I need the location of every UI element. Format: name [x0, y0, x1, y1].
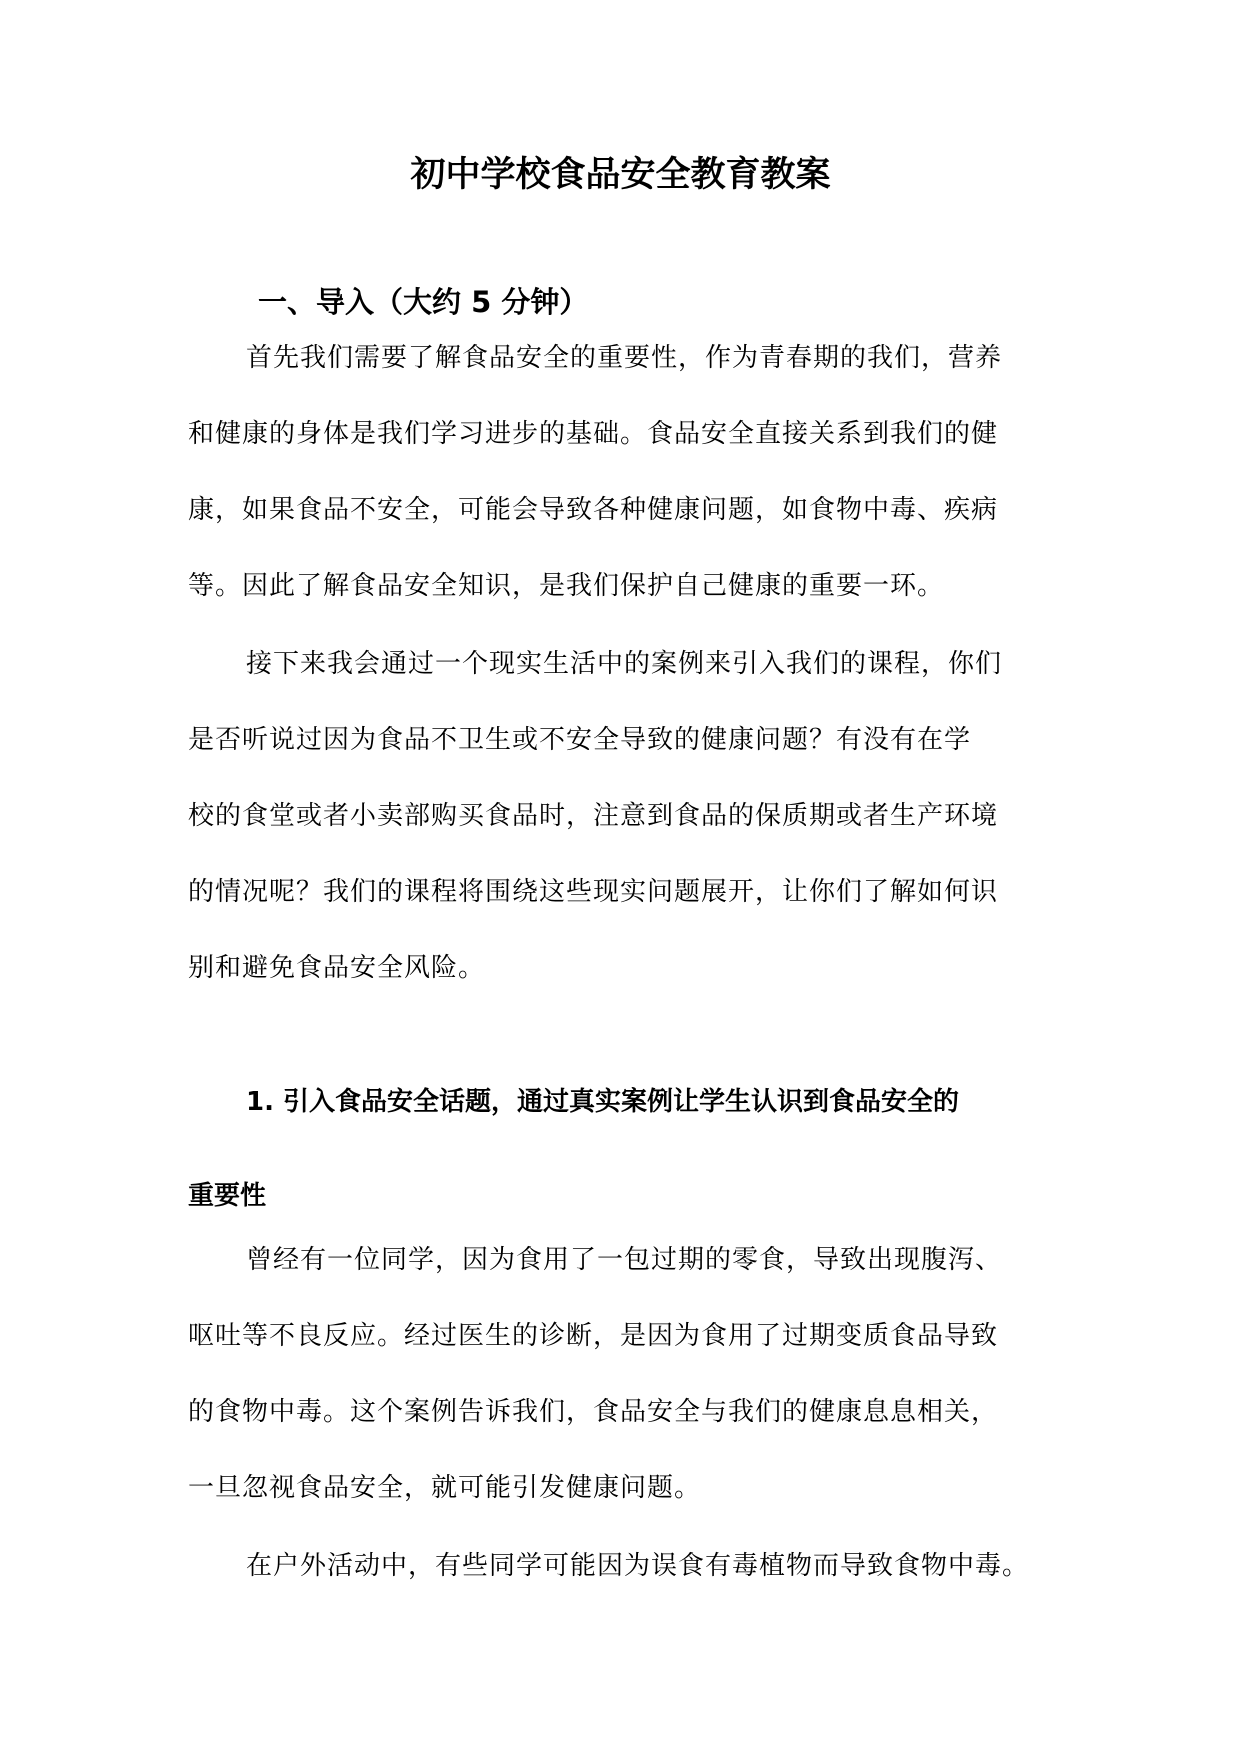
subsection-heading-1	[188, 1055, 1068, 1243]
section-heading-introduction: 一、导入（大约 5 分钟）	[258, 285, 589, 319]
paragraph-poisonous-plants	[188, 1528, 1056, 1604]
paragraph-line: 等。因此了解食品安全知识，是我们保护自己健康的重要一环。	[188, 571, 945, 601]
paragraph-line: 曾经有一位同学，因为食用了一包过期的零食，导致出现腹泻、	[246, 1245, 1003, 1275]
paragraph-line: 一旦忽视食品安全，就可能引发健康问题。	[188, 1473, 702, 1503]
paragraph-line: 是否听说过因为食品不卫生或不安全导致的健康问题？有没有在学	[188, 725, 972, 755]
paragraph-line: 的情况呢？我们的课程将围绕这些现实问题展开，让你们了解如何识	[188, 877, 999, 907]
paragraph-line: 别和避免食品安全风险。	[188, 953, 486, 983]
paragraph-line: 校的食堂或者小卖部购买食品时，注意到食品的保质期或者生产环境	[188, 801, 999, 831]
paragraph-line: 康，如果食品不安全，可能会导致各种健康问题，如食物中毒、疾病	[188, 495, 999, 525]
paragraph-line: 在户外活动中，有些同学可能因为误食有毒植物而导致食物中毒。	[246, 1551, 1030, 1581]
paragraph-line: 和健康的身体是我们学习进步的基础。食品安全直接关系到我们的健	[188, 419, 999, 449]
paragraph-line: 呕吐等不良反应。经过医生的诊断，是因为食用了过期变质食品导致	[188, 1321, 999, 1351]
paragraph-case-intro	[188, 626, 1056, 1006]
subsection-heading-line: 重要性	[188, 1181, 267, 1211]
paragraph-line: 接下来我会通过一个现实生活中的案例来引入我们的课程，你们	[246, 649, 1003, 679]
paragraph-line: 首先我们需要了解食品安全的重要性，作为青春期的我们，营养	[246, 343, 1003, 373]
paragraph-importance	[188, 320, 1056, 624]
subsection-heading-line: 1. 引入食品安全话题，通过真实案例让学生认识到食品安全的	[246, 1087, 960, 1117]
paragraph-expired-snack-case	[188, 1222, 1056, 1526]
paragraph-line: 的食物中毒。这个案例告诉我们，食品安全与我们的健康息息相关，	[188, 1397, 999, 1427]
document-title: 初中学校食品安全教育教案	[410, 155, 831, 195]
